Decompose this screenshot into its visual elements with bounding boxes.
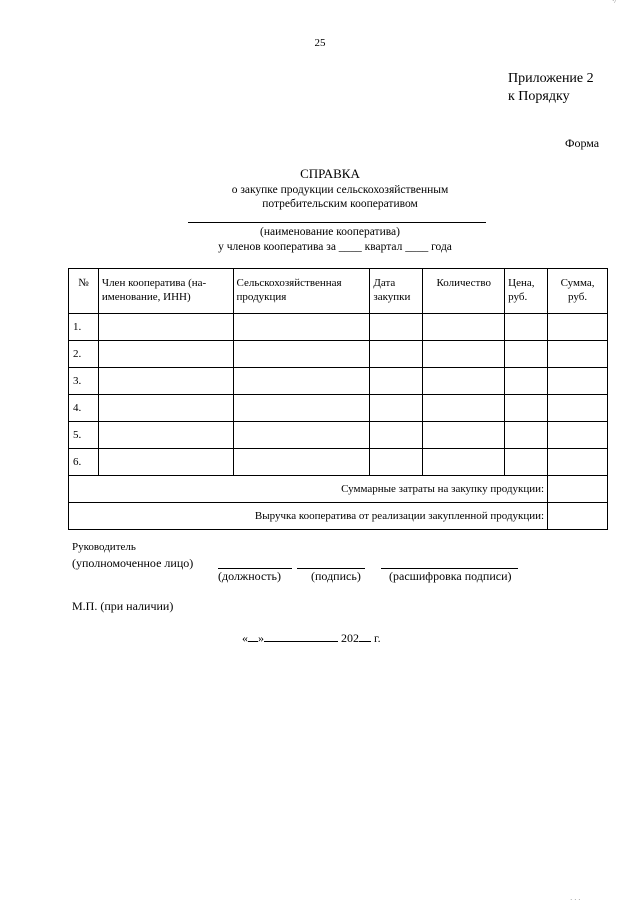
table-cell[interactable] bbox=[370, 314, 423, 341]
table-row bbox=[69, 341, 608, 368]
table-cell[interactable] bbox=[548, 395, 608, 422]
row-number: 2. bbox=[69, 341, 99, 368]
table-cell[interactable] bbox=[505, 368, 548, 395]
year-suffix: г. bbox=[374, 631, 381, 645]
table-cell[interactable] bbox=[370, 395, 423, 422]
leader-sub: (уполномоченное лицо) bbox=[72, 556, 194, 570]
table-cell[interactable] bbox=[548, 368, 608, 395]
header-sum: Сумма, руб. bbox=[548, 269, 608, 314]
year-blank[interactable] bbox=[359, 631, 371, 642]
table-cell[interactable] bbox=[233, 395, 370, 422]
subtitle-line-2: потребительским кооперативом bbox=[262, 198, 418, 210]
table-cell[interactable] bbox=[423, 422, 505, 449]
table-cell[interactable] bbox=[548, 422, 608, 449]
row-number: 4. bbox=[69, 395, 99, 422]
table-row bbox=[69, 368, 608, 395]
table-cell[interactable] bbox=[423, 314, 505, 341]
signature-caption: (подпись) bbox=[311, 569, 361, 583]
form-label: Форма bbox=[565, 136, 600, 150]
header-price: Цена, руб. bbox=[505, 269, 548, 314]
table-cell[interactable] bbox=[505, 314, 548, 341]
document-title: СПРАВКА bbox=[300, 166, 360, 181]
table-cell[interactable] bbox=[505, 395, 548, 422]
position-caption: (должность) bbox=[218, 569, 281, 583]
table-cell[interactable] bbox=[423, 449, 505, 476]
corner-mark-top: ·/ bbox=[612, 0, 617, 5]
document-subtitle bbox=[0, 183, 640, 211]
header-number: № bbox=[69, 269, 99, 314]
leader-title: Руководитель bbox=[72, 541, 136, 553]
subtitle-line-1: о закупке продукции сельскохозяйственным bbox=[231, 184, 449, 196]
stamp-note: М.П. (при наличии) bbox=[72, 599, 174, 613]
table-cell[interactable] bbox=[370, 368, 423, 395]
table-cell[interactable] bbox=[370, 449, 423, 476]
table-cell[interactable] bbox=[505, 449, 548, 476]
appendix-block bbox=[508, 70, 594, 106]
table-cell[interactable] bbox=[98, 314, 233, 341]
table-cell[interactable] bbox=[370, 422, 423, 449]
row-number: 1. bbox=[69, 314, 99, 341]
table-header-row bbox=[69, 269, 608, 314]
total-costs-label: Суммарные затраты на закупку продукции: bbox=[69, 476, 548, 503]
table-cell[interactable] bbox=[98, 449, 233, 476]
date-open-quote: « bbox=[242, 631, 248, 645]
row-number: 5. bbox=[69, 422, 99, 449]
revenue-label: Выручка кооператива от реализации закупленной продукции: bbox=[69, 503, 548, 530]
table-cell[interactable] bbox=[423, 341, 505, 368]
table-cell[interactable] bbox=[505, 422, 548, 449]
table-cell[interactable] bbox=[423, 368, 505, 395]
header-member: Член кооператива (на- именование, ИНН) bbox=[98, 269, 233, 314]
date-close-quote: » bbox=[258, 631, 264, 645]
table-cell[interactable] bbox=[423, 395, 505, 422]
table-cell[interactable] bbox=[548, 449, 608, 476]
table-cell[interactable] bbox=[98, 341, 233, 368]
header-quantity: Количество bbox=[423, 269, 505, 314]
table-row bbox=[69, 422, 608, 449]
purchase-table bbox=[68, 268, 608, 530]
total-costs-cell[interactable] bbox=[548, 476, 608, 503]
table-row bbox=[69, 314, 608, 341]
header-product: Сельскохозяйственная продукция bbox=[233, 269, 370, 314]
revenue-cell[interactable] bbox=[548, 503, 608, 530]
table-cell[interactable] bbox=[233, 314, 370, 341]
table-cell[interactable] bbox=[233, 368, 370, 395]
row-number: 6. bbox=[69, 449, 99, 476]
table-cell[interactable] bbox=[505, 341, 548, 368]
total-costs-row bbox=[69, 476, 608, 503]
table-cell[interactable] bbox=[98, 368, 233, 395]
row-number: 3. bbox=[69, 368, 99, 395]
period-line: у членов кооператива за ____ квартал ____ года bbox=[218, 241, 452, 253]
table-row bbox=[69, 449, 608, 476]
appendix-line-2: к Порядку bbox=[508, 89, 570, 104]
day-blank[interactable] bbox=[248, 631, 258, 642]
cooperative-name-line[interactable] bbox=[188, 222, 486, 223]
table-row bbox=[69, 395, 608, 422]
date-line bbox=[242, 631, 381, 646]
year-prefix: 202 bbox=[341, 631, 359, 645]
table-cell[interactable] bbox=[98, 422, 233, 449]
header-date: Дата закупки bbox=[370, 269, 423, 314]
table-cell[interactable] bbox=[233, 422, 370, 449]
month-blank[interactable] bbox=[264, 631, 338, 642]
table-cell[interactable] bbox=[370, 341, 423, 368]
revenue-row bbox=[69, 503, 608, 530]
table-cell[interactable] bbox=[548, 314, 608, 341]
decoding-caption: (расшифровка подписи) bbox=[389, 569, 512, 583]
page-number: 25 bbox=[314, 37, 326, 49]
table-cell[interactable] bbox=[548, 341, 608, 368]
appendix-line-1: Приложение 2 bbox=[508, 71, 594, 86]
cooperative-name-caption: (наименование кооператива) bbox=[260, 226, 400, 238]
table-cell[interactable] bbox=[233, 341, 370, 368]
corner-mark-bottom: · · · bbox=[570, 896, 581, 904]
table-cell[interactable] bbox=[98, 395, 233, 422]
table-cell[interactable] bbox=[233, 449, 370, 476]
